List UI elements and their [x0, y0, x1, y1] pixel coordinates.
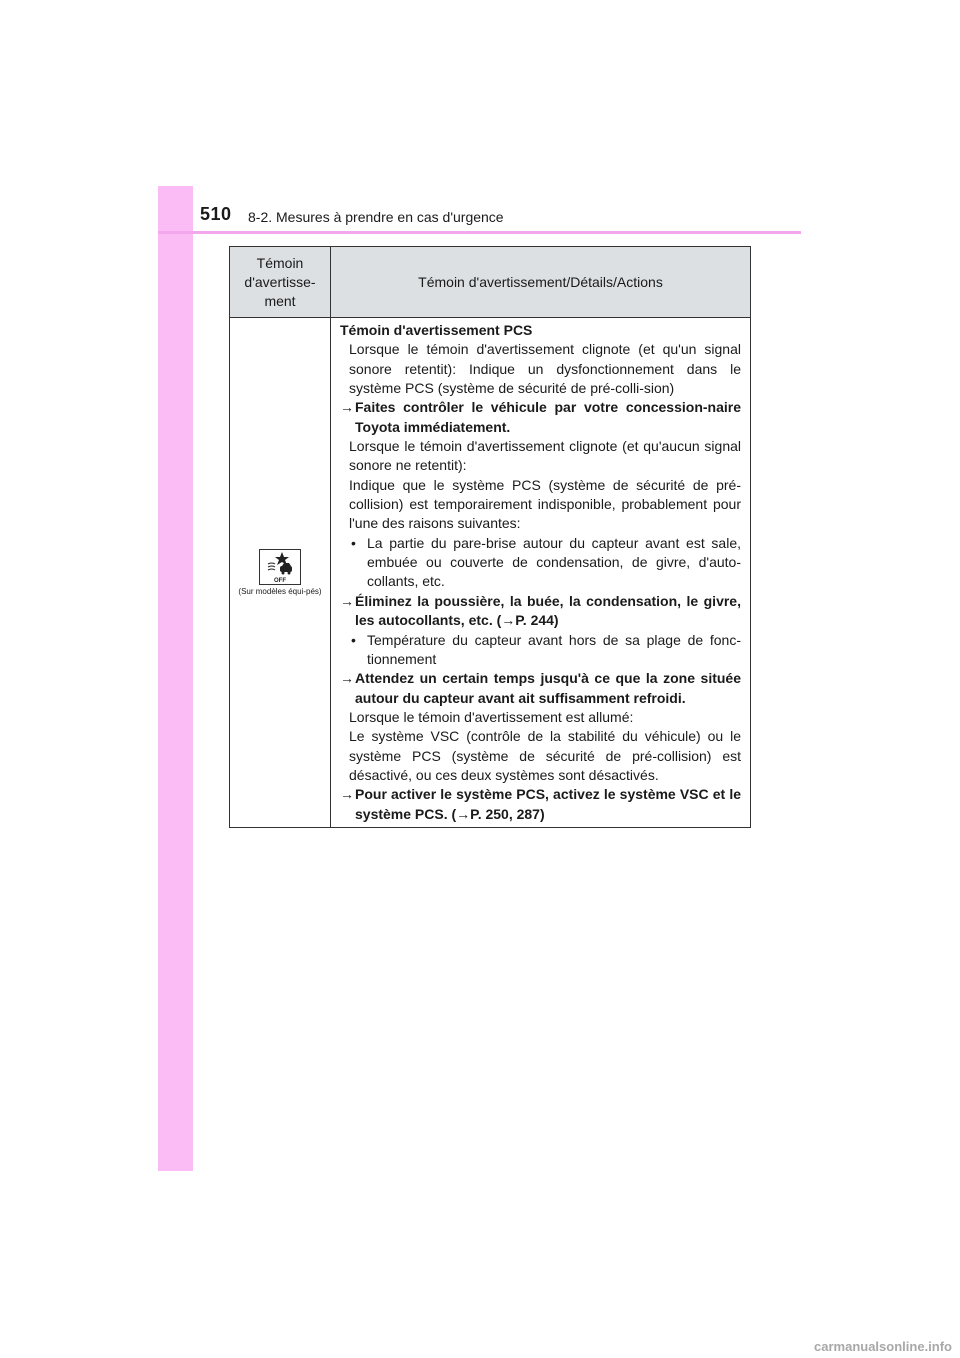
- detail-text: La partie du pare-brise autour du capteur avant est sale, embuée ou couverte de condensation, de givre, d'auto-collants, etc.: [367, 534, 741, 590]
- pcs-off-icon: [259, 549, 301, 585]
- side-band: [158, 186, 193, 1171]
- detail-text: Faites contrôler le véhicule par votre concession-naire Toyota immédiatement.: [355, 399, 741, 435]
- detail-bullet: [340, 534, 741, 592]
- header-rule: [158, 231, 801, 234]
- icon-text: OFF: [274, 577, 286, 584]
- table-row: [230, 318, 751, 828]
- bullet-mark: •: [351, 631, 356, 648]
- detail-text: Lorsque le témoin d'avertissement est allumé:: [349, 708, 634, 725]
- arrow-mark: →: [340, 592, 354, 609]
- detail-text: Température du capteur avant hors de sa plage de fonc-tionnement: [367, 631, 741, 667]
- watermark: carmanualsonline.info: [814, 1339, 952, 1354]
- arrow-mark: →: [340, 670, 354, 687]
- detail-text: Le système VSC (contrôle de la stabilité du véhicule) ou le système PCS (système de sécurité de pré-collision) est désactivé, ou ces deux systèmes sont désactivés.: [349, 728, 741, 783]
- detail-bullet: [340, 631, 741, 670]
- detail-action: [340, 592, 741, 631]
- warning-table: [229, 246, 751, 828]
- detail-text: Lorsque le témoin d'avertissement clignote (et qu'aucun signal sonore ne retentit):: [349, 438, 741, 474]
- detail-text: Pour activer le système PCS, activez le système VSC et le système PCS. (→P. 250, 287): [355, 786, 741, 822]
- detail-text: Éliminez la poussière, la buée, la condensation, le givre, les autocollants, etc. (→P. 244): [355, 592, 741, 629]
- arrow-mark: →: [340, 399, 354, 416]
- detail-text: Indique que le système PCS (système de sécurité de pré-collision) est temporairement indisponible, probablement pour l'une des raisons suivantes:: [349, 476, 741, 532]
- arrow-mark: →: [340, 786, 354, 803]
- bullet-mark: •: [351, 534, 356, 551]
- warning-title: Témoin d'avertissement PCS: [340, 322, 533, 338]
- table-header-row: [230, 247, 751, 318]
- page-number: 510: [200, 204, 232, 224]
- detail-action: [340, 785, 741, 824]
- body-cell: [331, 318, 751, 828]
- detail-action: [340, 669, 741, 708]
- detail-action: [340, 398, 741, 437]
- detail-text: Lorsque le témoin d'avertissement clignote (et qu'un signal sonore retentit): Indique un dysfonctionnement dans le système PCS (système de sécurité de pré-colli-sion): [349, 341, 741, 397]
- col1-header: Témoin d'avertisse-ment: [230, 247, 331, 318]
- icon-note: (Sur modèles équi-pés): [238, 586, 322, 596]
- details-list: [340, 340, 741, 824]
- section-title: 8-2. Mesures à prendre en cas d'urgence: [248, 209, 504, 225]
- detail-text: Attendez un certain temps jusqu'à ce que la zone située autour du capteur avant ait suffisamment refroidi.: [355, 670, 741, 706]
- icon-cell: [230, 318, 331, 828]
- col2-header: Témoin d'avertissement/Détails/Actions: [331, 247, 751, 318]
